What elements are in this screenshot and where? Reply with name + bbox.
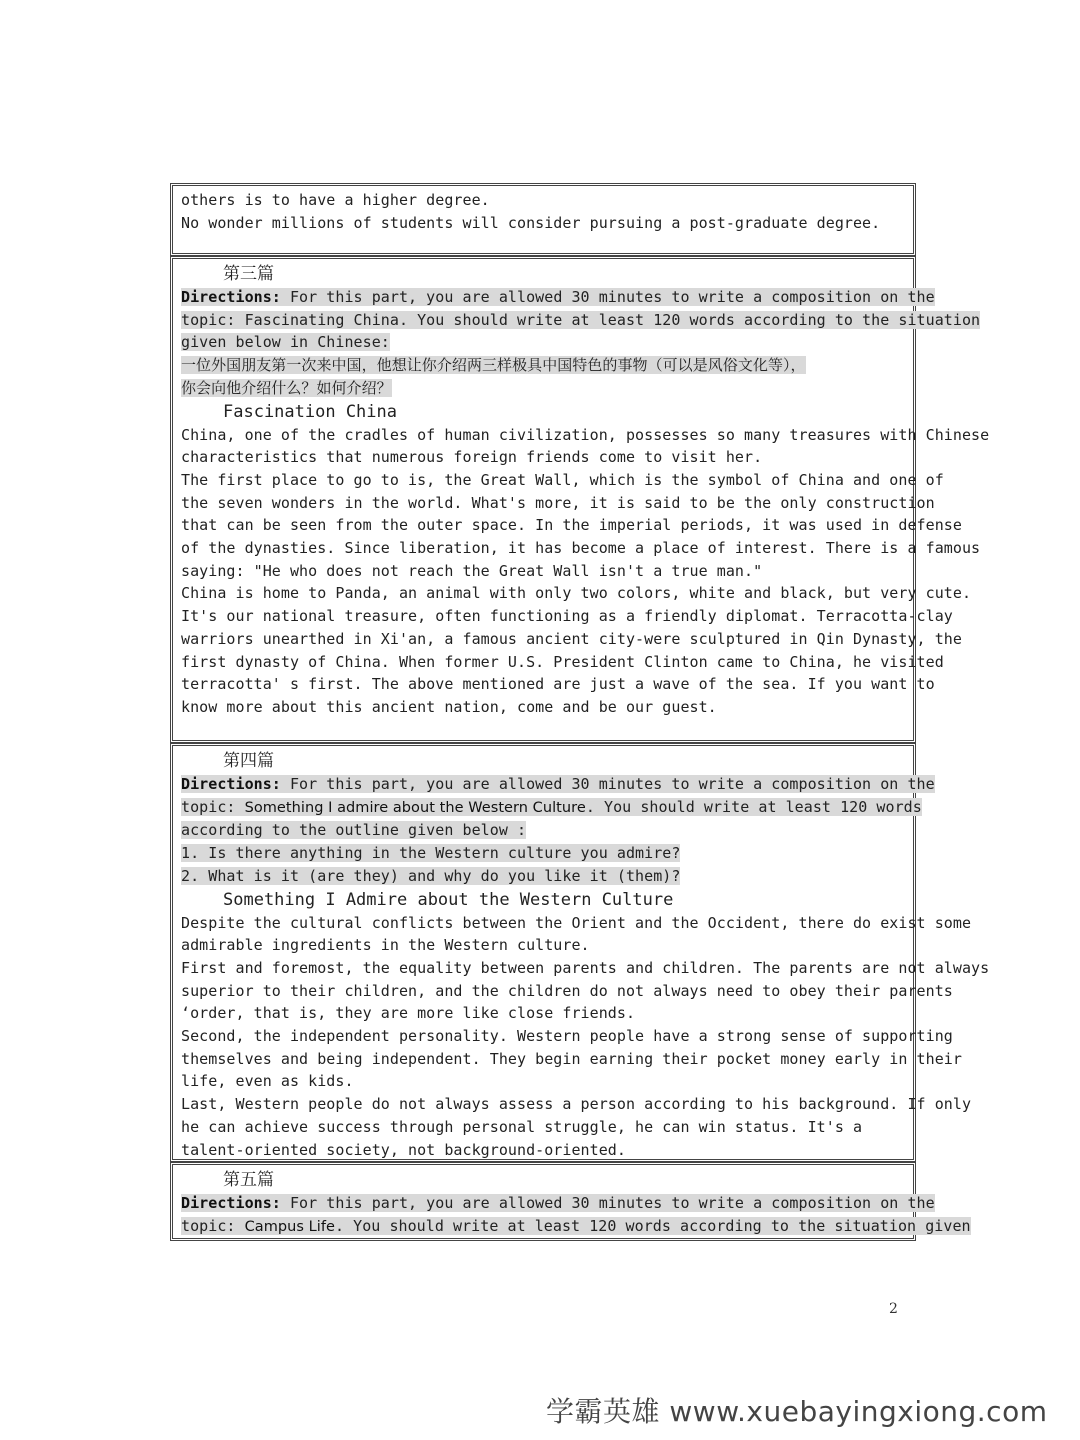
essay-line: The first place to go to is, the Great Wall, which is the symbol of China and one of bbox=[181, 470, 944, 489]
directions-label: Directions: bbox=[181, 1194, 281, 1212]
essay-line: First and foremost, the equality between parents and children. The parents are not always bbox=[181, 958, 990, 977]
section4-essay-title: Something I Admire about the Western Culture bbox=[223, 889, 674, 910]
essay-line: Last, Western people do not always assess a person according to his background. If only bbox=[181, 1095, 972, 1114]
site-watermark: 学霸英雄 www.xuebayingxiong.com bbox=[546, 1395, 1048, 1428]
text-line: others is to have a higher degree. bbox=[181, 191, 490, 209]
essay-line: China is home to Panda, an animal with only two colors, white and black, but very cute. bbox=[181, 584, 972, 603]
essay-line: know more about this ancient nation, come and be our guest. bbox=[181, 697, 717, 716]
section3-directions-line: given below in Chinese: bbox=[181, 333, 390, 352]
section4-topic: Something I admire about the Western Culture bbox=[244, 799, 586, 816]
directions-label: Directions: bbox=[181, 775, 281, 793]
essay-line: Despite the cultural conflicts between the Orient and the Occident, there do exist some bbox=[181, 913, 972, 932]
section4-directions-line: topic: Something I admire about the Western Culture. You should write at least 120 words bbox=[181, 797, 922, 816]
essay-line: warriors unearthed in Xi'an, a famous ancient city-were sculptured in Qin Dynasty, the bbox=[181, 629, 962, 648]
essay-line: admirable ingredients in the Western culture. bbox=[181, 936, 590, 955]
section5-heading: 第五篇 bbox=[223, 1170, 274, 1190]
essay-line: life, even as kids. bbox=[181, 1072, 354, 1091]
section3-directions-line: topic: Fascinating China. You should write at least 120 words according to the situation bbox=[181, 310, 981, 329]
section5-topic: Campus Life bbox=[244, 1218, 335, 1235]
section4-outline-item: 2. What is it (are they) and why do you like it (them)? bbox=[181, 866, 681, 885]
essay-line: he can achieve success through personal struggle, he can win status. It's a bbox=[181, 1117, 863, 1136]
section4-cell bbox=[170, 743, 990, 1162]
section4-heading: 第四篇 bbox=[223, 751, 274, 771]
essay-line: of the dynasties. Since liberation, it has become a place of interest. There is a famous bbox=[181, 539, 981, 558]
text-line: No wonder millions of students will consider pursuing a post-graduate degree. bbox=[181, 213, 881, 232]
section5-directions-line: Directions: For this part, you are allowed 30 minutes to write a composition on the bbox=[181, 1194, 935, 1212]
essay-line: themselves and being independent. They begin earning their pocket money early in their bbox=[181, 1049, 962, 1068]
section4-directions-line: Directions: For this part, you are allowed 30 minutes to write a composition on the bbox=[181, 775, 935, 793]
essay-line: saying: "He who does not reach the Great Wall isn't a true man." bbox=[181, 561, 763, 580]
essay-line: terracotta' s first. The above mentioned are just a wave of the sea. If you want to bbox=[181, 675, 935, 694]
essay-line: ‘order, that is, they are more like close friends. bbox=[181, 1004, 636, 1023]
section3-heading: 第三篇 bbox=[223, 264, 274, 284]
section3-directions-line: Directions: For this part, you are allowed 30 minutes to write a composition on the bbox=[181, 288, 935, 306]
section3-chinese-line: 你会向他介绍什么？如何介绍？ bbox=[181, 378, 392, 397]
essay-line: talent-oriented society, not background-oriented. bbox=[181, 1140, 626, 1159]
section3-cell bbox=[170, 256, 990, 743]
essay-line: first dynasty of China. When former U.S. President Clinton came to China, he visited bbox=[181, 652, 944, 671]
essay-line: It's our national treasure, often functioning as a friendly diplomat. Terracotta-clay bbox=[181, 607, 953, 626]
page-number: 2 bbox=[889, 1301, 898, 1317]
section4-directions-line: according to the outline given below : bbox=[181, 821, 527, 840]
section4-outline-item: 1. Is there anything in the Western culture you admire? bbox=[181, 844, 681, 863]
essay-line: the seven wonders in the world. What's more, it is said to be the only construction bbox=[181, 493, 935, 512]
essay-line: Second, the independent personality. Western people have a strong sense of supporting bbox=[181, 1027, 953, 1046]
directions-label: Directions: bbox=[181, 288, 281, 306]
section5-cell bbox=[170, 1162, 971, 1241]
section3-chinese-line: 一位外国朋友第一次来中国，他想让你介绍两三样极具中国特色的事物（可以是风俗文化等）， bbox=[181, 356, 806, 375]
essay-line: superior to their children, and the children do not always need to obey their parents bbox=[181, 981, 953, 1000]
essay-line: characteristics that numerous foreign friends come to visit her. bbox=[181, 448, 763, 467]
essay-line: that can be seen from the outer space. In the imperial periods, it was used in defense bbox=[181, 516, 962, 535]
essay-line: China, one of the cradles of human civilization, possesses so many treasures with Chinese bbox=[181, 425, 990, 444]
section3-essay-title: Fascination China bbox=[223, 401, 397, 422]
section-end-cell bbox=[170, 183, 916, 256]
section5-directions-line: topic: Campus Life. You should write at least 120 words according to the situation given bbox=[181, 1216, 971, 1235]
